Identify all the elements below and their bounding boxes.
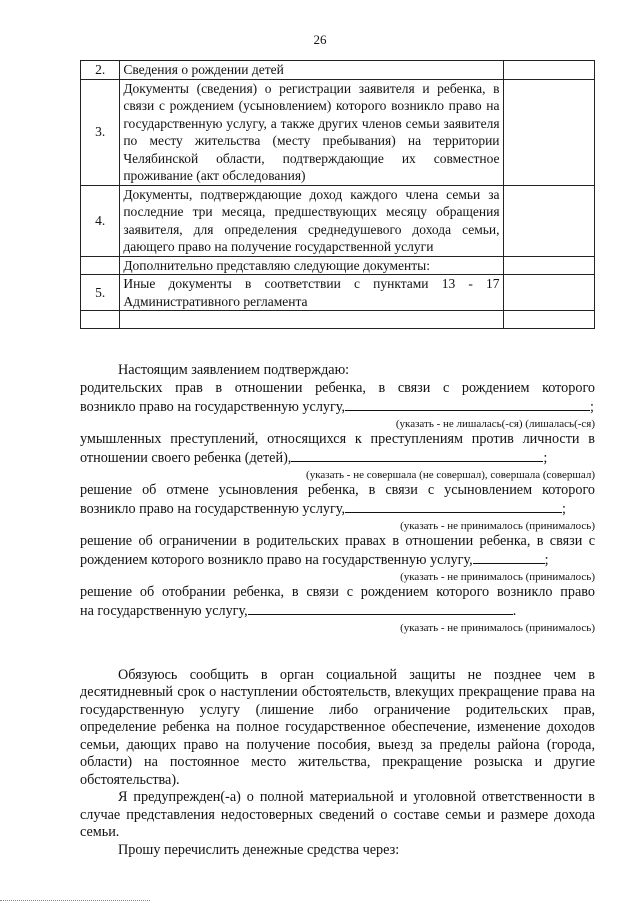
parental-rights-blank[interactable] [345, 397, 590, 411]
confirmation-section [80, 362, 595, 859]
punctuation: ; [543, 450, 548, 466]
confirm-intro: Настоящим заявлением подтверждаю: [118, 362, 350, 378]
removal-blank[interactable] [248, 601, 513, 615]
confirm-item-4-line-1: решение об ограничении в родительских правах в отношении ребенка, в связи с [80, 532, 595, 549]
restriction-blank[interactable] [473, 550, 545, 564]
confirm-item-5-line-1: решение об отобрании ребенка, в связи с рождением которого возникло право [80, 583, 595, 600]
confirm-item-1-caption: (указать - не лишалась(-ся) (лишалась(-ся) [395, 417, 595, 430]
confirm-item-4-text: рождением которого возникло право на государственную услугу, [80, 552, 473, 568]
row-number: 2. [81, 61, 120, 80]
confirm-item-3-caption: (указать - не принималось (принималось) [400, 519, 595, 532]
row-text: Дополнительно представляю следующие документы: [120, 256, 503, 275]
row-number: 4. [81, 185, 120, 256]
row-number [81, 311, 120, 329]
confirm-item-1-text: возникло право на государственную услугу, [80, 399, 346, 415]
table-row [81, 311, 595, 329]
confirm-item-3-line-1: решение об отмене усыновления ребенка, в связи с усыновлением которого [80, 481, 595, 498]
transfer-paragraph: Прошу перечислить денежные средства через: [118, 841, 400, 858]
row-empty-cell [503, 61, 594, 80]
table-row [81, 61, 595, 80]
punctuation: ; [562, 501, 566, 517]
row-empty-cell [503, 275, 594, 311]
confirm-item-2-caption: (указать - не совершала (не совершал), совершала (совершал) [306, 468, 595, 481]
confirm-item-3-text: возникло право на государственную услугу, [80, 501, 346, 517]
warning-text: Я предупрежден(-а) о полной материальной и уголовной ответственности в случае представления недостоверных сведений о составе семьи и размере дохода семьи. [80, 789, 595, 840]
adoption-cancel-blank[interactable] [345, 499, 562, 513]
confirm-item-2-line-2 [80, 448, 595, 468]
row-empty-cell [503, 256, 594, 275]
table-row [81, 275, 595, 311]
page-number: 26 [313, 32, 327, 47]
confirm-item-5-caption: (указать - не принималось (принималось) [400, 621, 595, 634]
warning-paragraph [80, 789, 595, 842]
row-text [120, 311, 503, 329]
row-number: 3. [81, 79, 120, 185]
row-empty-cell [503, 311, 594, 329]
confirm-item-5-line-2 [80, 601, 595, 621]
spacer [80, 635, 595, 667]
confirm-item-1-line-2 [80, 397, 595, 417]
punctuation: . [512, 603, 517, 619]
row-text: Сведения о рождении детей [120, 61, 503, 80]
obligation-text: Обязуюсь сообщить в орган социальной защиты не позднее чем в десятидневный срок о наступлении обстоятельств, влекущих прекращение права на государственную услугу (лишение либо ограничение родительских прав, определение ребенка на полное государственное обеспечение, изменение доходов семьи, дающих право на получение пособия, выезд за пределы района (города, области) на постоянное место жительства, прекращение розыска и другие обстоятельства). [80, 666, 595, 788]
confirm-item-2-text: отношении своего ребенка (детей), [80, 450, 292, 466]
footer-rule [0, 900, 150, 901]
row-text: Документы, подтверждающие доход каждого члена семьи за последние три месяца, предшествующих месяцу обращения заявителя, для определения среднедушевого дохода семьи, дающего право на получение государственной услуги [120, 185, 503, 256]
table-row [81, 79, 595, 185]
obligation-paragraph [80, 667, 595, 790]
row-text: Иные документы в соответствии с пунктами 13 - 17 Административного регламента [120, 275, 503, 311]
confirm-item-5-text: на государственную услугу, [80, 603, 248, 619]
table-row [81, 256, 595, 275]
confirm-item-1-line-1: родительских прав в отношении ребенка, в связи с рождением которого [80, 379, 595, 396]
documents-table [80, 60, 595, 329]
confirm-item-3-line-2 [80, 499, 595, 519]
confirm-item-4-caption: (указать - не принималось (принималось) [400, 570, 595, 583]
confirm-item-4-line-2 [80, 550, 595, 570]
crimes-blank[interactable] [291, 448, 543, 462]
confirm-item-2-line-1: умышленных преступлений, относящихся к преступлениям против личности в [80, 430, 595, 447]
row-empty-cell [503, 79, 594, 185]
table-row [81, 185, 595, 256]
row-empty-cell [503, 185, 594, 256]
row-text: Документы (сведения) о регистрации заявителя и ребенка, в связи с рождением (усыновлением) которого возникло право на государственную услугу, а также других членов семьи заявителя по месту жительства (месту пребывания) на территории Челябинской области, подтверждающие их совместное проживание (акт обследования) [120, 79, 503, 185]
punctuation: ; [590, 399, 594, 415]
punctuation: ; [544, 552, 549, 568]
row-number: 5. [81, 275, 120, 311]
row-number [81, 256, 120, 275]
